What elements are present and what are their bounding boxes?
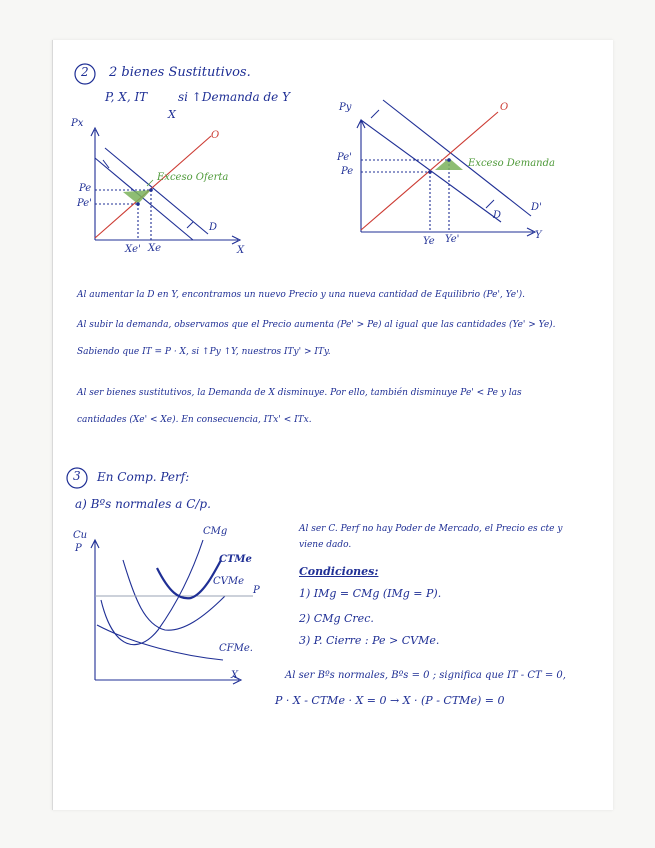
graph-y-x-axis: Y [535, 230, 542, 241]
graph-y-y-axis: Py [339, 102, 352, 113]
graph-x-pe-label: Pe [79, 183, 92, 194]
cost-graph-cmg-label: CMg [203, 526, 228, 537]
text2-line-5: cantidades (Xe' < Xe). En consecuencia, ITx' < ITx. [77, 415, 312, 425]
text3-condition-2: 2) CMg Crec. [299, 612, 374, 625]
section-2-title: 2 bienes Sustitutivos. [109, 65, 251, 80]
graph-y-ye-prime-label: Ye' [445, 234, 460, 245]
cost-graph-p-label: P [253, 585, 260, 596]
graph-y-pe-label: Pe [341, 166, 354, 177]
cost-graph-ctme-label: CTMe [219, 554, 252, 565]
section-2-condition-sub: X [168, 108, 176, 121]
section-3-item-a: a) Bºs normales a C/p. [75, 497, 211, 511]
graph-x-demand-label: D [209, 222, 218, 233]
graph-y-ye-label: Ye [423, 236, 435, 247]
graph-x-xe-label: Xe [148, 243, 162, 254]
section-2-vars: P, X, IT [105, 90, 148, 104]
graph-x-supply-label: O [211, 130, 220, 141]
graph-x-xe-prime-label: Xe' [125, 244, 141, 255]
graph-x-y-axis: Px [71, 118, 84, 129]
graph-x-excess-label: Exceso Oferta [157, 172, 229, 183]
text3-intro-2: viene dado. [299, 540, 352, 550]
section-3-number: 3 [73, 469, 81, 483]
graph-y-pe-prime-label: Pe' [337, 152, 352, 163]
text3-intro-1: Al ser C. Perf no hay Poder de Mercado, el Precio es cte y [299, 524, 563, 534]
text2-line-3: Sabiendo que IT = P · X, si ↑Py ↑Y, nuestros ITy' > ITy. [77, 347, 331, 357]
text3-condition-3: 3) P. Cierre : Pe > CVMe. [299, 634, 440, 647]
text3-final-2: P · X - CTMe · X = 0 → X · (P - CTMe) = 0 [275, 694, 505, 707]
cost-graph-cvme-label: CVMe [213, 576, 245, 587]
graph-y-demand-label: D [493, 210, 502, 221]
cost-graph-y-axis-top: Cu [73, 530, 88, 541]
graph-x-pe-prime-label: Pe' [77, 198, 92, 209]
cost-graph-cfme-label: CFMe. [219, 643, 253, 654]
text2-line-2: Al subir la demanda, observamos que el Precio aumenta (Pe' > Pe) al igual que las cantidades (Ye' > Ye). [77, 320, 556, 330]
notebook-page [52, 40, 613, 810]
section-2-condition: si ↑Demanda de Y [178, 90, 291, 104]
graph-y-supply-label: O [500, 102, 509, 113]
text3-condition-1: 1) IMg = CMg (IMg = P). [299, 587, 442, 600]
section-3-title: En Comp. Perf: [97, 470, 190, 484]
graph-y-excess-label: Exceso Demanda [468, 158, 555, 169]
text3-final-1: Al ser Bºs normales, Bºs = 0 ; significa que IT - CT = 0, [285, 670, 566, 681]
cost-graph-x-axis: X [231, 670, 239, 681]
text3-conditions-title: Condiciones: [299, 565, 379, 578]
graph-x-x-axis: X [237, 245, 245, 256]
text2-line-4: Al ser bienes sustitutivos, la Demanda de X disminuye. Por ello, también disminuye Pe' < Pe y las [77, 388, 522, 398]
section-2-number: 2 [81, 65, 89, 79]
cost-graph-y-axis-bottom: P [75, 543, 82, 554]
text2-line-1: Al aumentar la D en Y, encontramos un nuevo Precio y una nueva cantidad de Equilibrio (Pe', Ye'). [77, 290, 525, 300]
graph-y-demand-prime-label: D' [531, 202, 542, 213]
